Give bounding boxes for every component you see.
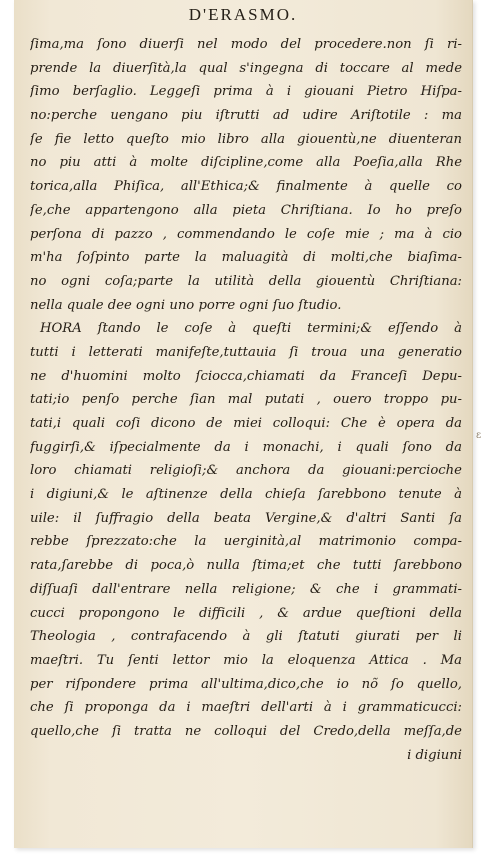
text-line: rebbe ſprezzato:che la uerginità,al matrimonio compa- <box>30 534 462 550</box>
text-line: nella quale dee ogni uno porre ogni ſuo ſtudio. <box>30 297 342 313</box>
text-line: fuggirſi,& iſpecialmente da i monachi, i quali ſono da <box>30 439 462 455</box>
text-line: ſe,che appartengono alla pieta Chriſtiana. Io ho preſo <box>30 202 462 218</box>
text-line: quello,che ſi tratta ne colloqui del Credo,della meſſa,de <box>30 723 462 739</box>
text-line: per riſpondere prima all'ultima,dico,che io nõ ſo quello, <box>30 676 462 692</box>
running-head: D'ERASMO. <box>188 5 298 24</box>
margin-mark: ε <box>476 430 482 441</box>
text-line: Theologia , contrafacendo à gli ſtatuti giurati per li <box>30 629 462 645</box>
text-line: ſe fie letto queſto mio libro alla giouentù,ne diuenteran <box>30 131 462 147</box>
text-line: no piu atti à molte diſcipline,come alla Poeſia,alla Rhe <box>30 155 462 171</box>
text-line: tati,i quali coſi dicono de miei colloqui: Che è opera da <box>30 416 462 431</box>
text-line: no:perche uengano piu iſtrutti ad udire Ariſtotile : ma <box>30 108 462 124</box>
text-line: tutti i letterati manifeſte,tuttauia ſi troua una generatio <box>30 344 462 360</box>
text-line: HORA ſtando le coſe à queſti termini;& eſſendo à <box>40 321 462 337</box>
text-line: i digiuni,& le aſtinenze della chieſa ſarebbono tenute à <box>30 487 462 503</box>
text-line: uile: il ſuffragio della beata Vergine,& d'altri Santi ſa <box>30 510 462 526</box>
text-line: ſimo berſaglio. Leggeſi prima à i giouani Pietro Hiſpa- <box>30 84 462 100</box>
text-line: maeſtri. Tu ſenti lettor mio la eloquenza Attica . Ma <box>30 652 462 668</box>
text-line: prende la diuerſità,la qual s'ingegna di toccare al mede <box>30 60 462 76</box>
text-line: loro chiamati religioſi;& anchora da giouani:percioche <box>30 463 462 479</box>
text-line: i digiuni <box>407 747 462 763</box>
text-line: tati;io penſo perche ſian mal putati , ouero troppo pu- <box>30 392 462 408</box>
text-line: cucci propongono le difficili , & ardue queſtioni della <box>30 605 462 621</box>
body-text <box>30 33 462 767</box>
text-line: torica,alla Phiſica, all'Ethica;& finalmente à quelle co <box>30 179 462 195</box>
text-line: perſona di pazzo , commendando le coſe mie ; ma à cio <box>30 226 462 242</box>
text-line: che ſi proponga da i maeſtri dell'arti à i grammaticucci: <box>30 700 462 716</box>
text-line: rata,ſarebbe di poca,ò nulla ſtima;et che tutti ſarebbono <box>30 558 462 574</box>
text-line: ſima,ma ſono diuerſi nel modo del procedere.non ſi ri- <box>30 37 462 52</box>
text-line: ne d'huomini molto ſciocca,chiamati da Franceſi Depu- <box>30 368 462 384</box>
text-line: m'ha ſoſpinto parte la maluagità di molti,che biaſima- <box>30 250 462 266</box>
text-line: no ogni coſa;parte la utilità della giouentù Chriſtiana: <box>30 273 462 289</box>
text-line: diſſuaſi dall'entrare nella religione; & che i grammati- <box>30 581 462 597</box>
